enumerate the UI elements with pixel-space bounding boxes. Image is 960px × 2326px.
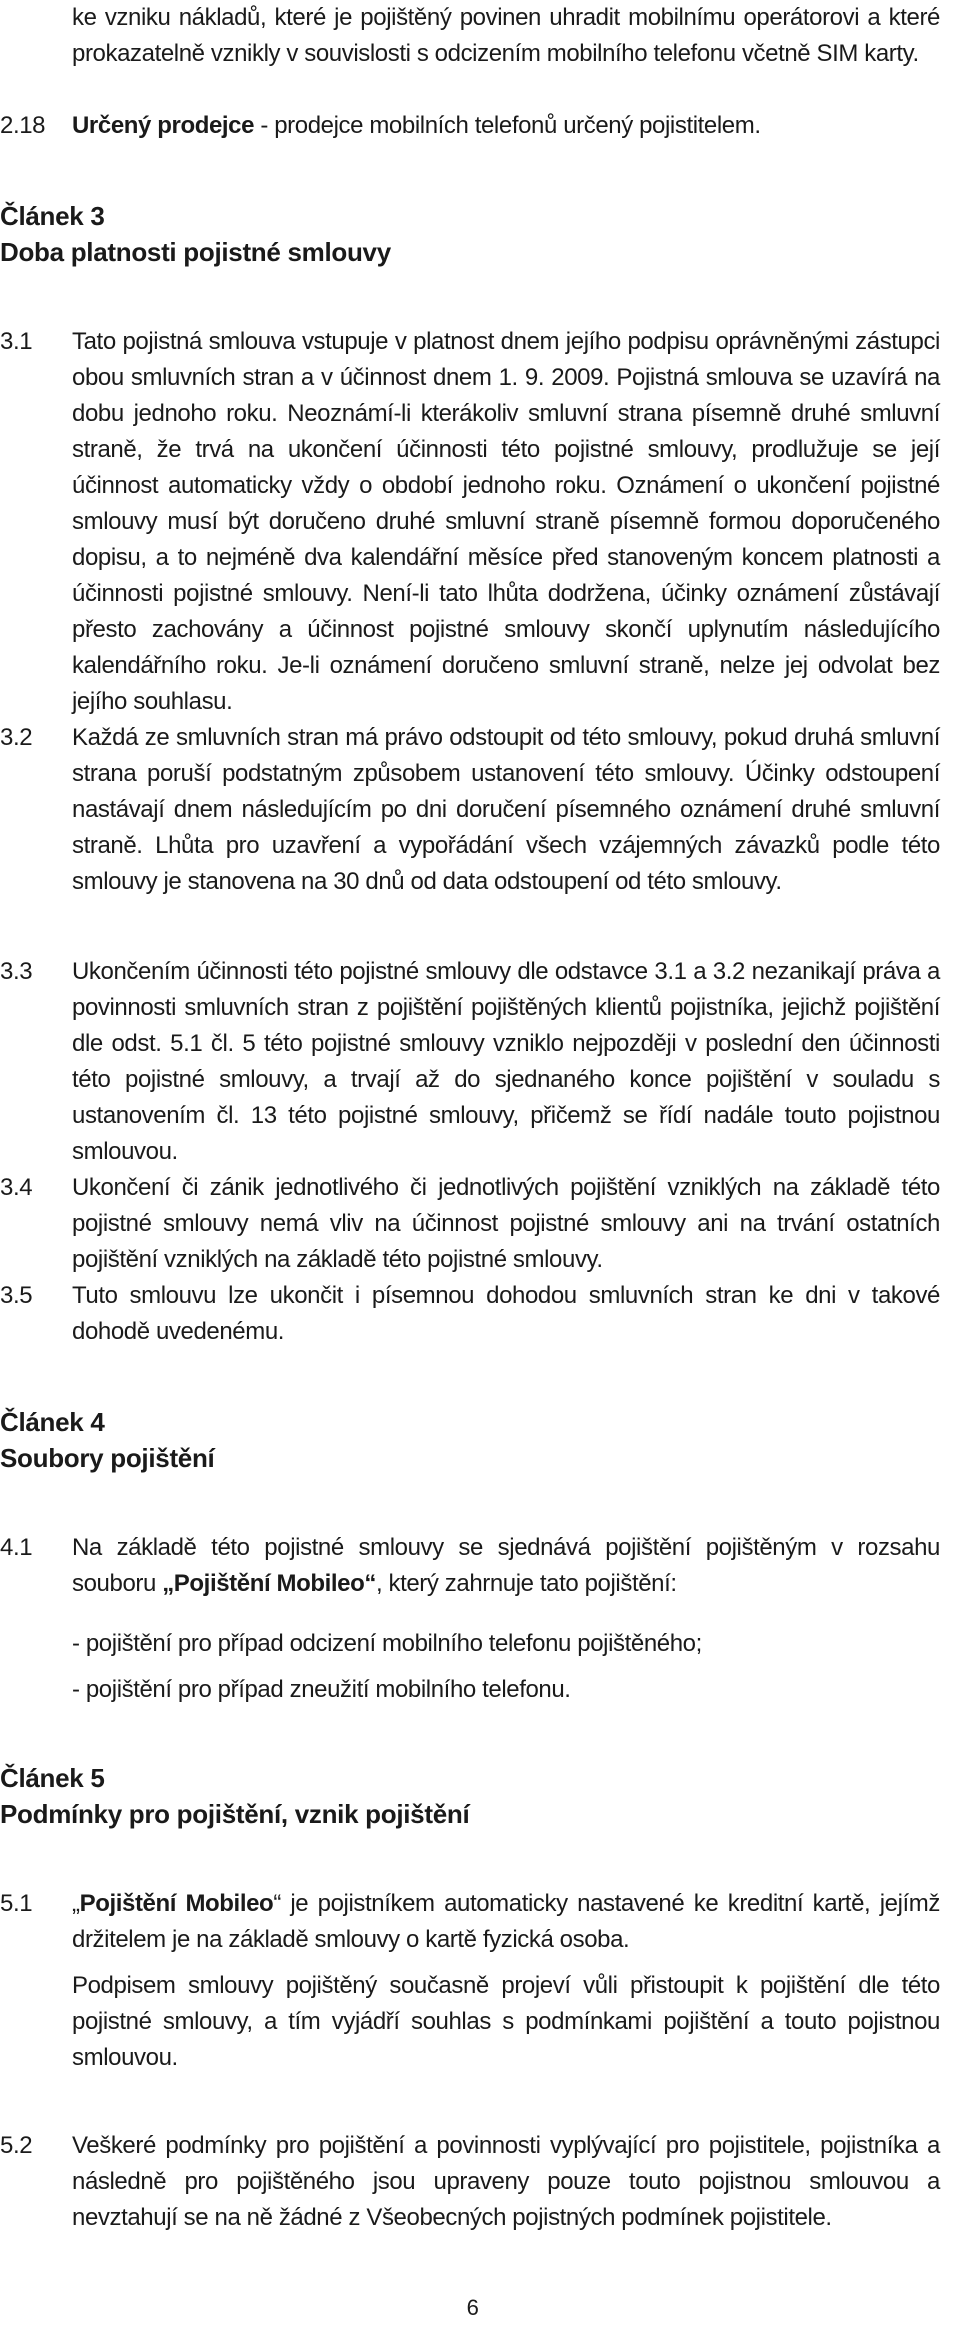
- term: „Pojištění Mobileo“: [162, 1570, 376, 1597]
- item-body: Veškeré podmínky pro pojištění a povinnosti vyplývající pro pojistitele, pojistníka a následně pro pojištěného jsou upraveny pouze touto pojistnou smlouvou a nevztahují se na ně žádné z Všeobecných pojistných podmínek pojistitele.: [72, 2132, 940, 2231]
- article-5-title: Článek 5: [0, 1763, 105, 1793]
- item-body: Ukončení či zánik jednotlivého či jednotlivých pojištění vzniklých na základě této pojistné smlouvy nemá vliv na účinnost pojistné smlouvy ani na trvání ostatních pojištění vzniklých na základě této pojistné smlouvy.: [72, 1174, 940, 1273]
- item-body: Každá ze smluvních stran má právo odstoupit od této smlouvy, pokud druhá smluvní strana poruší podstatným způsobem ustanovení této smlouvy. Účinky odstoupení nastávají dnem následujícím po dni doručení písemného oznámení druhé smluvní straně. Lhůta pro uzavření a vypořádání všech vzájemných závazků podle této smlouvy je stanovena na 30 dnů od data odstoupení od této smlouvy.: [72, 724, 940, 895]
- item-paragraph: [72, 1886, 940, 1958]
- item-number: 3.2: [0, 724, 33, 751]
- open-quote: „: [72, 1890, 80, 1917]
- item-body: Ukončením účinnosti této pojistné smlouvy dle odstavce 3.1 a 3.2 nezanikají práva a povinnosti smluvních stran z pojištění pojištěných klientů pojistníka, jejichž pojištění dle odst. 5.1 čl. 5 této pojistné smlouvy vzniklo nejpozději v poslední den účinnosti této pojistné smlouvy, a trvají až do sjednaného konce pojištění v souladu s ustanovením čl. 13 této pojistné smlouvy, přičemž se řídí nadále touto pojistnou smlouvou.: [72, 958, 940, 1165]
- item-number: 3.5: [0, 1282, 33, 1309]
- item-number: 5.2: [0, 2132, 33, 2159]
- list-item: - pojištění pro případ zneužití mobilního telefonu.: [72, 1676, 571, 1703]
- intro-paragraph: ke vzniku nákladů, které je pojištěný povinen uhradit mobilnímu operátorovi a které prokazatelně vznikly v souvislosti s odcizením mobilního telefonu včetně SIM karty.: [72, 4, 940, 67]
- item-body: Tato pojistná smlouva vstupuje v platnost dnem jejího podpisu oprávněnými zástupci obou smluvních stran a v účinnost dnem 1. 9. 2009. Pojistná smlouva se uzavírá na dobu jednoho roku. Neoznámí-li kterákoliv smluvní strana písemně druhé smluvní straně, že trvá na ukončení účinnosti této pojistné smlouvy, prodlužuje se její účinnost automaticky vždy o období jednoho roku. Oznámení o ukončení pojistné smlouvy musí být doručeno druhé smluvní straně písemně formou doporučeného dopisu, a to nejméně dva kalendářní měsíce před stanoveným koncem platnosti a účinnosti pojistné smlouvy. Není-li tato lhůta dodržena, účinky oznámení zůstávají přesto zachovány a účinnost pojistné smlouvy skončí uplynutím následujícího kalendářního roku. Je-li oznámení doručeno smluvní straně, nelze jej odvolat bez jejího souhlasu.: [72, 328, 940, 715]
- item-body: [72, 108, 940, 144]
- item-paragraph: Podpisem smlouvy pojištěný současně projeví vůli přistoupit k pojištění dle této pojistné smlouvy, a tím vyjádří souhlas s podmínkami pojištění a touto pojistnou smlouvou.: [72, 1972, 940, 2071]
- definition: “ je pojistníkem automaticky nastavené ke kreditní kartě, jejímž držitelem je na základě smlouvy o kartě fyzická osoba.: [72, 1890, 940, 1953]
- item-number: 5.1: [0, 1890, 33, 1917]
- item-body: [72, 1886, 940, 2076]
- article-3-title: Článek 3: [0, 201, 105, 231]
- item-number: 2.18: [0, 112, 46, 139]
- item-body: [72, 1530, 940, 1602]
- article-5-subtitle: Podmínky pro pojištění, vznik pojištění: [0, 1799, 470, 1829]
- item-number: 3.1: [0, 328, 33, 355]
- article-4-subtitle: Soubory pojištění: [0, 1443, 215, 1473]
- item-number: 4.1: [0, 1534, 33, 1561]
- term: Určený prodejce: [72, 112, 255, 139]
- intro-text: Na základě této pojistné smlouvy se sjednává pojištění pojištěným v rozsahu souboru: [72, 1534, 940, 1597]
- article-3-subtitle: Doba platnosti pojistné smlouvy: [0, 237, 391, 267]
- page-number: 6: [466, 2295, 479, 2320]
- trailing-text: , který zahrnuje tato pojištění:: [375, 1570, 677, 1597]
- definition: - prodejce mobilních telefonů určený pojistitelem.: [254, 112, 761, 139]
- article-4-title: Článek 4: [0, 1407, 105, 1437]
- item-number: 3.3: [0, 958, 33, 985]
- list-item: - pojištění pro případ odcizení mobilního telefonu pojištěného;: [72, 1630, 702, 1657]
- item-body: Tuto smlouvu lze ukončit i písemnou dohodou smluvních stran ke dni v takové dohodě uvedenému.: [72, 1282, 940, 1345]
- term: Pojištění Mobileo: [79, 1890, 274, 1917]
- item-number: 3.4: [0, 1174, 33, 1201]
